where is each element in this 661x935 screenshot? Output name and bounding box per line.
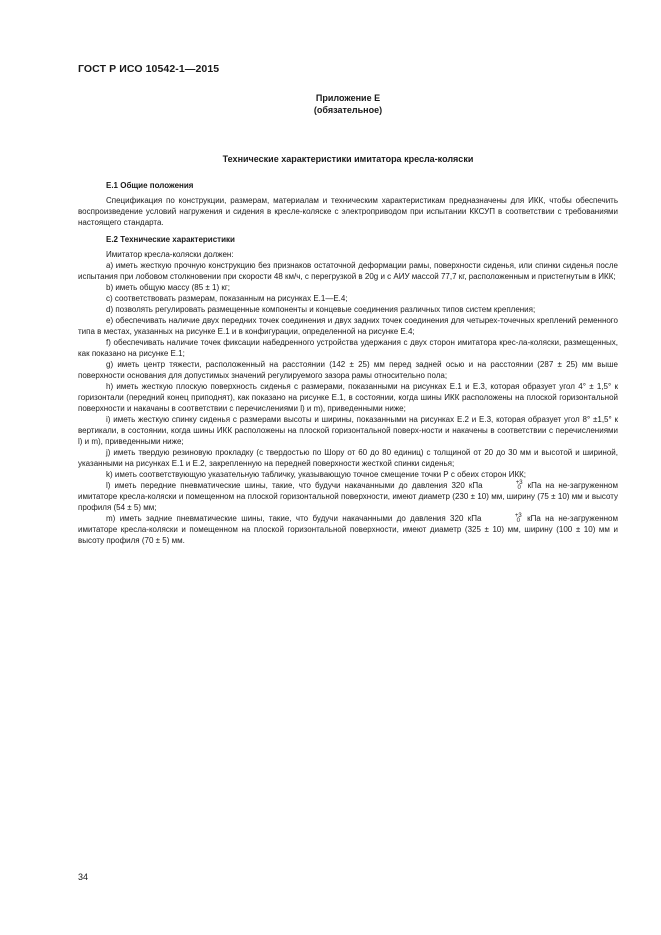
pressure-tolerance: [488, 481, 523, 491]
document-code: ГОСТ Р ИСО 10542-1—2015: [78, 63, 220, 75]
tolerance-lower: 0: [517, 484, 521, 491]
item-m-end: кПа на не-загруженном имитаторе кресла-коляски и помещенном на плоской горизонтальной поверхности, имеют диаметр (325 ± 10) мм, ширину (100 ± 10) мм и высоту профиля (70 ± 5) мм.: [78, 514, 618, 545]
appendix-status: (обязательное): [313, 105, 383, 115]
item-b: b) иметь общую массу (85 ± 1) кг;: [106, 283, 231, 292]
item-m: [78, 513, 618, 546]
page-number: 34: [78, 872, 89, 882]
item-g: g) иметь центр тяжести, расположенный на расстоянии (142 ± 25) мм перед задней осью и на расстоянии (287 ± 25) мм выше поверхности основания для допустимых значений регулируемого зазора рамы относительно пола;: [78, 360, 618, 380]
item-k: k) иметь соответствующую указательную табличку, указывающую точное смещение точки Р с обеих сторон ИКК;: [106, 470, 527, 479]
item-j: j) иметь твердую резиновую прокладку (с твердостью по Шору от 60 до 80 единиц) с толщиной от 20 до 30 мм и высотой и шириной, указанными на рисунках Е.1 и Е.2, закрепленную на передней поверхности жесткой спинки сиденья;: [78, 448, 618, 468]
item-f: f) обеспечивать наличие точек фиксации набедренного устройства удержания с двух сторон имитатора крес-ла-коляски, размещенных, как показано на рисунке Е.1;: [78, 338, 618, 358]
item-i: i) иметь жесткую спинку сиденья с размерами высоты и ширины, показанными на рисунках Е.2 и Е.3, которая образует угол 8° ±1,5° к вертикали, в состоянии, когда шины ИКК расположены на плоской горизонтальной поверх-ности и накачены в соответствии с перечислениями l) и m), приведенными ниже;: [78, 415, 618, 446]
item-a: а) иметь жесткую прочную конструкцию без признаков остаточной деформации рамы, поверхности сиденья, или спинки сиденья после испытания при лобовом столкновении при скорости 48 км/ч, с перегрузкой в 20g и с АИУ массой 77,7 кг, расположенным и пристегнутым в ИКК;: [78, 261, 618, 281]
item-d: d) позволять регулировать размещенные компоненты и концевые соединения различных типов систем крепления;: [106, 305, 536, 314]
tolerance-upper: +3: [515, 479, 523, 486]
tolerance-upper: +3: [514, 512, 522, 519]
item-l-end: кПа на не-загруженном имитаторе кресла-коляски и помещенном на плоской горизонтальной поверхности, имеют диаметр (230 ± 10) мм, ширину (75 ± 10) мм и высоту профиля (54 ± 5) мм;: [78, 481, 618, 512]
item-h: h) иметь жесткую плоскую поверхность сиденья с размерами, показанными на рисунках Е.1 и Е.3, которая образует угол 4° ± 1,5° к горизонтали (передний конец приподнят), как показано на рисунке Е.1, в состоянии, когда шины ИКК расположены на плоской горизонтальной поверхности и накачаны в соответствии с перечислениями l) и m), приведенными ниже;: [78, 382, 618, 413]
section-2-heading: Е.2 Технические характеристики: [106, 235, 235, 244]
appendix-title: Приложение Е: [315, 93, 381, 103]
item-e: е) обеспечивать наличие двух передних точек соединения и двух задних точек соединения для четырех-точечных креплений ременного типа в местах, указанных на рисунке Е.1 и в конфигурации, определенной на рисунке Е.4;: [78, 316, 618, 336]
item-c: c) соответствовать размерам, показанным на рисунках Е.1—Е.4;: [106, 294, 348, 303]
item-l: [78, 480, 618, 513]
pressure-tolerance: [487, 514, 522, 524]
tolerance-lower: 0: [516, 517, 520, 524]
main-title: Технические характеристики имитатора кресла-коляски: [222, 154, 474, 164]
document-body: [78, 180, 618, 546]
section-2-intro: Имитатор кресла-коляски должен:: [106, 250, 234, 259]
section-1-heading: Е.1 Общие положения: [106, 181, 194, 190]
appendix-header: [78, 92, 618, 116]
item-m-start: m) иметь задние пневматические шины, такие, что будучи накачанными до давления 320 кПа: [106, 514, 482, 523]
section-1-text: Спецификация по конструкции, размерам, материалам и техническим характеристикам предназначены для ИКК, чтобы обеспечить воспроизведение условий нагружения и сидения в кресле-коляске с электроприводом при испытании ККСУП в соответствии с требованиями настоящего стандарта.: [78, 196, 618, 227]
item-l-start: l) иметь передние пневматические шины, такие, что будучи накачанными до давления 320 кПа: [106, 481, 483, 490]
